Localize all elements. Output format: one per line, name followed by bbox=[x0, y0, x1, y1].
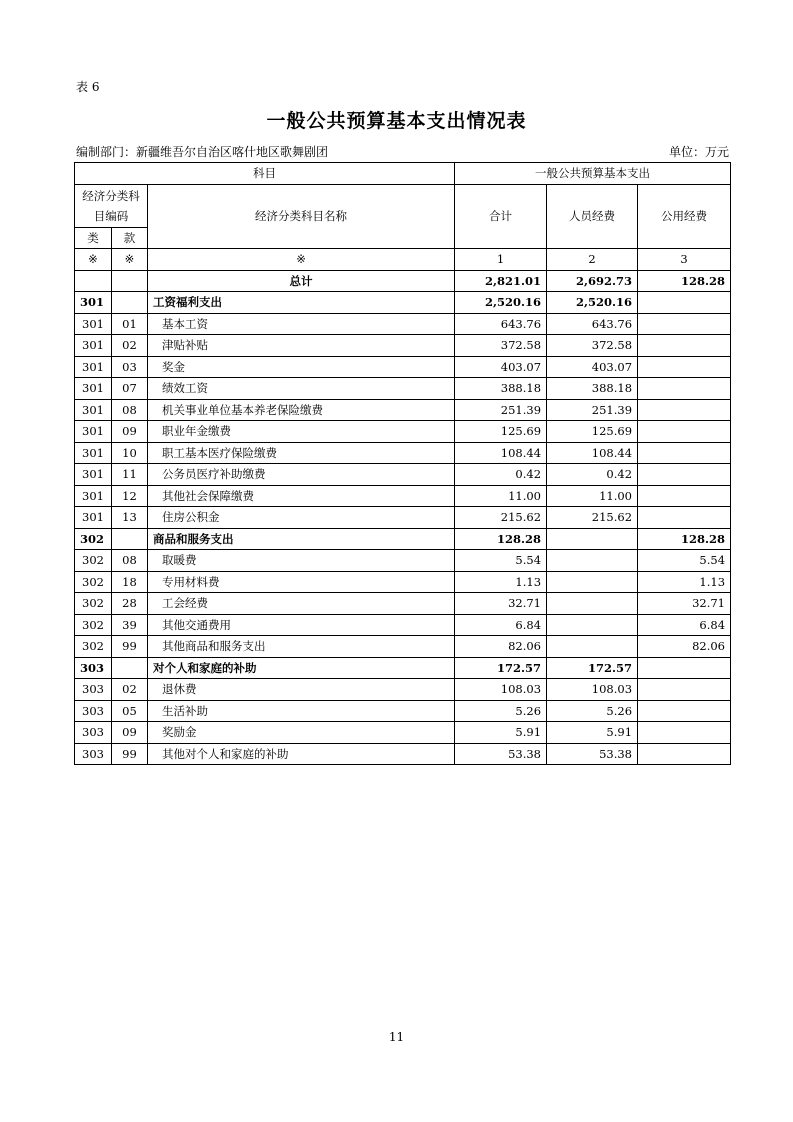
amount-total: 32.71 bbox=[455, 593, 547, 615]
code-kuan: 01 bbox=[112, 313, 148, 335]
amount-total: 82.06 bbox=[455, 636, 547, 658]
code-kuan: 05 bbox=[112, 700, 148, 722]
subject-name: 住房公积金 bbox=[148, 507, 455, 529]
amount-personnel: 403.07 bbox=[547, 356, 638, 378]
code-kuan bbox=[112, 292, 148, 314]
subject-name: 退休费 bbox=[148, 679, 455, 701]
subject-name: 工会经费 bbox=[148, 593, 455, 615]
amount-total: 128.28 bbox=[455, 528, 547, 550]
category-row bbox=[75, 528, 731, 550]
amount-personnel: 108.44 bbox=[547, 442, 638, 464]
table-row bbox=[75, 335, 731, 357]
page-number: 11 bbox=[388, 1030, 405, 1044]
code-kuan: 13 bbox=[112, 507, 148, 529]
subject-name: 津贴补贴 bbox=[148, 335, 455, 357]
code-kuan: 09 bbox=[112, 722, 148, 744]
code-kuan: 99 bbox=[112, 743, 148, 765]
header-personnel: 人员经费 bbox=[547, 184, 638, 249]
amount-total: 5.91 bbox=[455, 722, 547, 744]
table-row bbox=[75, 722, 731, 744]
subject-name: 其他社会保障缴费 bbox=[148, 485, 455, 507]
table-row bbox=[75, 313, 731, 335]
code-kuan: 39 bbox=[112, 614, 148, 636]
amount-public bbox=[638, 464, 731, 486]
category-row bbox=[75, 292, 731, 314]
subject-name: 其他商品和服务支出 bbox=[148, 636, 455, 658]
amount-personnel: 372.58 bbox=[547, 335, 638, 357]
code-lei: 301 bbox=[75, 399, 112, 421]
code-kuan: 12 bbox=[112, 485, 148, 507]
blank-cell bbox=[75, 270, 112, 292]
amount-public bbox=[638, 507, 731, 529]
unit-label: 单位：万元 bbox=[668, 145, 729, 159]
code-lei: 302 bbox=[75, 614, 112, 636]
code-kuan: 11 bbox=[112, 464, 148, 486]
code-lei: 301 bbox=[75, 507, 112, 529]
table-row bbox=[75, 679, 731, 701]
code-lei: 302 bbox=[75, 550, 112, 572]
category-row bbox=[75, 657, 731, 679]
table-row bbox=[75, 378, 731, 400]
amount-personnel: 53.38 bbox=[547, 743, 638, 765]
subject-name: 机关事业单位基本养老保险缴费 bbox=[148, 399, 455, 421]
amount-public: 1.13 bbox=[638, 571, 731, 593]
code-lei: 301 bbox=[75, 356, 112, 378]
amount-personnel: 388.18 bbox=[547, 378, 638, 400]
amount-personnel: 5.26 bbox=[547, 700, 638, 722]
blank-cell bbox=[112, 270, 148, 292]
amount-total: 251.39 bbox=[455, 399, 547, 421]
table-row bbox=[75, 507, 731, 529]
amount-public bbox=[638, 292, 731, 314]
amount-public: 5.54 bbox=[638, 550, 731, 572]
code-lei: 302 bbox=[75, 593, 112, 615]
code-kuan: 02 bbox=[112, 679, 148, 701]
code-lei: 301 bbox=[75, 464, 112, 486]
code-lei: 301 bbox=[75, 421, 112, 443]
table-row bbox=[75, 550, 731, 572]
subject-name: 公务员医疗补助缴费 bbox=[148, 464, 455, 486]
amount-total: 388.18 bbox=[455, 378, 547, 400]
amount-total: 5.54 bbox=[455, 550, 547, 572]
amount-total: 108.44 bbox=[455, 442, 547, 464]
amount-public: 82.06 bbox=[638, 636, 731, 658]
amount-personnel: 5.91 bbox=[547, 722, 638, 744]
amount-public: 32.71 bbox=[638, 593, 731, 615]
header-name: 经济分类科目名称 bbox=[148, 184, 455, 249]
header-public: 公用经费 bbox=[638, 184, 731, 249]
subject-name: 商品和服务支出 bbox=[148, 528, 455, 550]
code-kuan bbox=[112, 528, 148, 550]
amount-public bbox=[638, 313, 731, 335]
code-lei: 303 bbox=[75, 700, 112, 722]
amount-total: 6.84 bbox=[455, 614, 547, 636]
subject-name: 奖金 bbox=[148, 356, 455, 378]
amount-total: 403.07 bbox=[455, 356, 547, 378]
amount-public bbox=[638, 485, 731, 507]
code-lei: 301 bbox=[75, 313, 112, 335]
amount-public bbox=[638, 722, 731, 744]
amount-total: 643.76 bbox=[455, 313, 547, 335]
header-kuan: 款 bbox=[112, 227, 148, 249]
amount-total: 5.26 bbox=[455, 700, 547, 722]
code-lei: 301 bbox=[75, 292, 112, 314]
table-row bbox=[75, 593, 731, 615]
amount-total: 11.00 bbox=[455, 485, 547, 507]
code-kuan: 09 bbox=[112, 421, 148, 443]
code-kuan: 08 bbox=[112, 550, 148, 572]
amount-personnel: 125.69 bbox=[547, 421, 638, 443]
amount-personnel: 11.00 bbox=[547, 485, 638, 507]
table-row bbox=[75, 464, 731, 486]
amount-total: 108.03 bbox=[455, 679, 547, 701]
mark-cell: ※ bbox=[112, 249, 148, 271]
header-code-group: 经济分类科目编码 bbox=[75, 184, 148, 227]
amount-personnel bbox=[547, 636, 638, 658]
code-lei: 301 bbox=[75, 485, 112, 507]
subject-name: 专用材料费 bbox=[148, 571, 455, 593]
table-row bbox=[75, 399, 731, 421]
subject-name: 奖励金 bbox=[148, 722, 455, 744]
table-row bbox=[75, 442, 731, 464]
amount-personnel: 215.62 bbox=[547, 507, 638, 529]
subject-name: 职工基本医疗保险缴费 bbox=[148, 442, 455, 464]
code-lei: 302 bbox=[75, 528, 112, 550]
code-lei: 301 bbox=[75, 335, 112, 357]
header-row-2 bbox=[75, 184, 731, 227]
table-row bbox=[75, 485, 731, 507]
code-lei: 303 bbox=[75, 679, 112, 701]
amount-personnel: 108.03 bbox=[547, 679, 638, 701]
subject-name: 生活补助 bbox=[148, 700, 455, 722]
amount-personnel bbox=[547, 593, 638, 615]
code-kuan: 10 bbox=[112, 442, 148, 464]
amount-total: 125.69 bbox=[455, 421, 547, 443]
amount-total: 2,520.16 bbox=[455, 292, 547, 314]
header-row-4 bbox=[75, 249, 731, 271]
amount-public bbox=[638, 679, 731, 701]
code-kuan bbox=[112, 657, 148, 679]
subject-name: 职业年金缴费 bbox=[148, 421, 455, 443]
header-lei: 类 bbox=[75, 227, 112, 249]
code-kuan: 02 bbox=[112, 335, 148, 357]
grand-total-row bbox=[75, 270, 731, 292]
code-lei: 301 bbox=[75, 378, 112, 400]
amount-personnel bbox=[547, 528, 638, 550]
amount-total: 215.62 bbox=[455, 507, 547, 529]
amount-public bbox=[638, 657, 731, 679]
code-lei: 303 bbox=[75, 657, 112, 679]
subject-name: 工资福利支出 bbox=[148, 292, 455, 314]
amount-public bbox=[638, 335, 731, 357]
amount-public bbox=[638, 421, 731, 443]
budget-table bbox=[74, 162, 731, 765]
department-label: 编制部门：新疆维吾尔自治区喀什地区歌舞剧团 bbox=[76, 145, 329, 159]
subject-name: 取暖费 bbox=[148, 550, 455, 572]
amount-public bbox=[638, 442, 731, 464]
code-lei: 303 bbox=[75, 722, 112, 744]
table-row bbox=[75, 636, 731, 658]
amount-personnel: 172.57 bbox=[547, 657, 638, 679]
amount-total: 53.38 bbox=[455, 743, 547, 765]
table-row bbox=[75, 700, 731, 722]
subject-name: 对个人和家庭的补助 bbox=[148, 657, 455, 679]
grand-total-personnel: 2,692.73 bbox=[547, 270, 638, 292]
table-row bbox=[75, 614, 731, 636]
amount-public bbox=[638, 700, 731, 722]
amount-total: 1.13 bbox=[455, 571, 547, 593]
code-lei: 301 bbox=[75, 442, 112, 464]
grand-total-total: 2,821.01 bbox=[455, 270, 547, 292]
amount-public: 128.28 bbox=[638, 528, 731, 550]
page-title: 一般公共预算基本支出情况表 bbox=[266, 110, 527, 132]
code-lei: 302 bbox=[75, 571, 112, 593]
mark-cell: ※ bbox=[75, 249, 112, 271]
header-subject: 科目 bbox=[75, 163, 455, 185]
header-row-1 bbox=[75, 163, 731, 185]
header-budget-group: 一般公共预算基本支出 bbox=[455, 163, 731, 185]
header-total: 合计 bbox=[455, 184, 547, 249]
mark-cell: ※ bbox=[148, 249, 455, 271]
amount-personnel: 251.39 bbox=[547, 399, 638, 421]
amount-personnel bbox=[547, 614, 638, 636]
table-row bbox=[75, 356, 731, 378]
amount-total: 372.58 bbox=[455, 335, 547, 357]
code-kuan: 18 bbox=[112, 571, 148, 593]
code-lei: 302 bbox=[75, 636, 112, 658]
code-kuan: 03 bbox=[112, 356, 148, 378]
amount-personnel bbox=[547, 571, 638, 593]
subject-name: 其他对个人和家庭的补助 bbox=[148, 743, 455, 765]
table-row bbox=[75, 421, 731, 443]
table-row bbox=[75, 743, 731, 765]
table-number: 表 6 bbox=[76, 80, 100, 94]
amount-personnel: 0.42 bbox=[547, 464, 638, 486]
code-lei: 303 bbox=[75, 743, 112, 765]
amount-personnel bbox=[547, 550, 638, 572]
subject-name: 绩效工资 bbox=[148, 378, 455, 400]
amount-public bbox=[638, 356, 731, 378]
code-kuan: 08 bbox=[112, 399, 148, 421]
amount-total: 0.42 bbox=[455, 464, 547, 486]
column-number-3: 3 bbox=[638, 249, 731, 271]
amount-personnel: 2,520.16 bbox=[547, 292, 638, 314]
code-kuan: 99 bbox=[112, 636, 148, 658]
table-row bbox=[75, 571, 731, 593]
amount-public: 6.84 bbox=[638, 614, 731, 636]
amount-personnel: 643.76 bbox=[547, 313, 638, 335]
subject-name: 其他交通费用 bbox=[148, 614, 455, 636]
code-kuan: 28 bbox=[112, 593, 148, 615]
column-number-2: 2 bbox=[547, 249, 638, 271]
grand-total-public: 128.28 bbox=[638, 270, 731, 292]
column-number-1: 1 bbox=[455, 249, 547, 271]
amount-total: 172.57 bbox=[455, 657, 547, 679]
grand-total-label: 总计 bbox=[148, 270, 455, 292]
amount-public bbox=[638, 378, 731, 400]
amount-public bbox=[638, 743, 731, 765]
amount-public bbox=[638, 399, 731, 421]
subject-name: 基本工资 bbox=[148, 313, 455, 335]
code-kuan: 07 bbox=[112, 378, 148, 400]
